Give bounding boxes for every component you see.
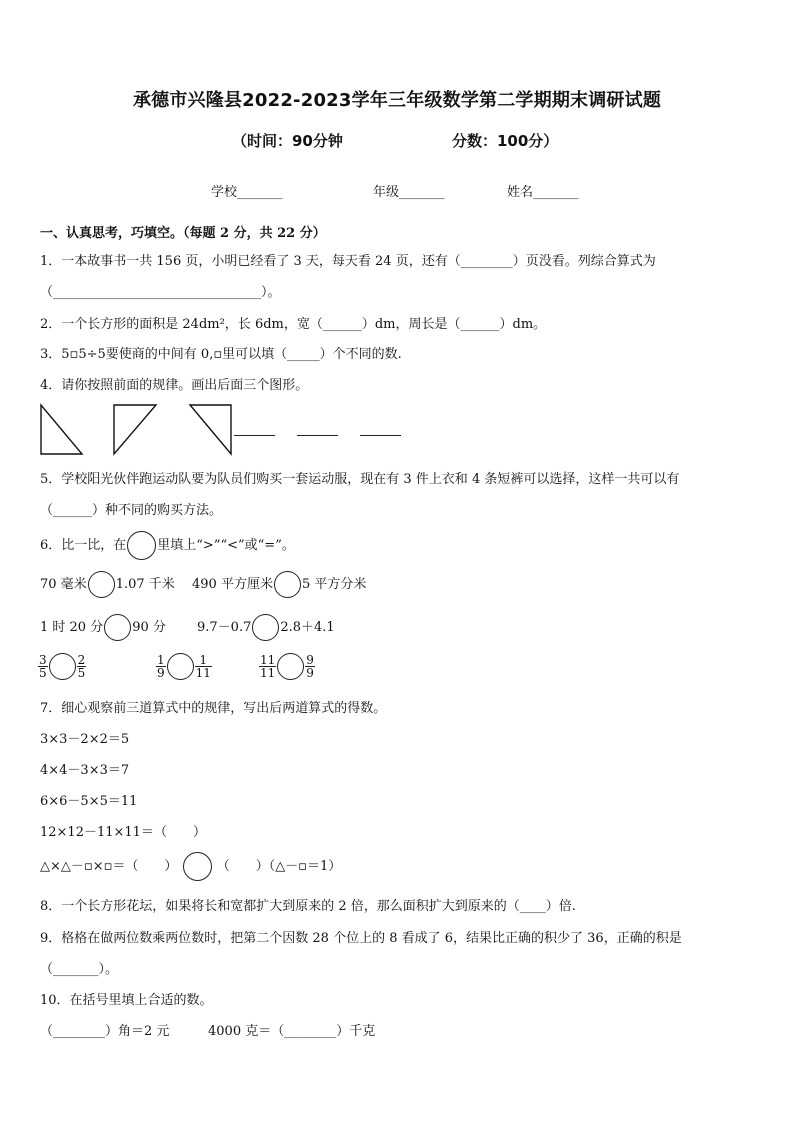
compare-item-4 bbox=[197, 614, 335, 642]
equation-3: 6×6－5×5＝11 bbox=[40, 794, 138, 809]
q6-intro-text-a: 6．比一比，在 bbox=[40, 538, 127, 553]
fraction: $\frac{1}{11}$ bbox=[195, 653, 211, 680]
question-1-line-1: 1．一本故事书一共 156 页，小明已经看了 3 天，每天看 24 页，还有（________）页没看。列综合算式为 bbox=[40, 254, 656, 269]
exam-score: 分数：100分） bbox=[452, 132, 559, 150]
question-1-line-2: （________________________________）。 bbox=[40, 285, 281, 300]
triangle-2 bbox=[114, 405, 156, 454]
compare-item-2 bbox=[192, 571, 366, 599]
compare-circle-1[interactable] bbox=[88, 571, 115, 598]
equation-5-left: △×△－▫×▫＝（ ） bbox=[40, 859, 178, 874]
compare-right: 1.07 千米 bbox=[115, 577, 175, 592]
fraction: $\frac{1}{9}$ bbox=[157, 653, 165, 680]
name-field: 姓名_______ bbox=[507, 185, 579, 200]
compare-left: 490 平方厘米 bbox=[192, 577, 273, 592]
question-9-line-2: （_______）。 bbox=[40, 962, 119, 977]
compare-circle-2[interactable] bbox=[274, 571, 301, 598]
equation-1: 3×3－2×2＝5 bbox=[40, 732, 130, 747]
fraction: $\frac{3}{5}$ bbox=[39, 653, 47, 680]
compare-right: 90 分 bbox=[132, 620, 166, 635]
section-title: 一、认真思考，巧填空。（每题 2 分，共 22 分） bbox=[40, 226, 326, 241]
question-5-line-1: 5．学校阳光伙伴跑运动队要为队员们购买一套运动服，现在有 3 件上衣和 4 条短裤可以选择，这样一共可以有 bbox=[40, 472, 680, 487]
question-7: 7．细心观察前三道算式中的规律，写出后两道算式的得数。 bbox=[40, 701, 387, 716]
compare-item-3 bbox=[40, 614, 166, 642]
compare-circle-7[interactable] bbox=[277, 653, 304, 680]
compare-item-5 bbox=[38, 653, 86, 683]
q6-intro-text-b: 里填上“>”“<”或“=”。 bbox=[157, 538, 295, 553]
answer-blank-2[interactable] bbox=[297, 435, 338, 436]
grade-field: 年级_______ bbox=[373, 185, 445, 200]
school-field: 学校_______ bbox=[211, 185, 283, 200]
question-10-a: （________）角＝2 元 bbox=[40, 1024, 170, 1039]
fraction: $\frac{11}{11}$ bbox=[260, 653, 276, 680]
page-title: 承德市兴隆县2022-2023学年三年级数学第二学期期末调研试题 bbox=[132, 90, 662, 111]
compare-item-7 bbox=[259, 653, 315, 683]
question-9-line-1: 9．格格在做两位数乘两位数时，把第二个因数 28 个位上的 8 看成了 6，结果比正确的积少了 36，正确的积是 bbox=[40, 931, 682, 946]
question-6-intro bbox=[40, 531, 295, 559]
triangle-3 bbox=[190, 405, 231, 454]
question-4: 4．请你按照前面的规律。画出后面三个图形。 bbox=[40, 378, 309, 393]
compare-left: 70 毫米 bbox=[40, 577, 87, 592]
compare-item-1 bbox=[40, 571, 175, 599]
compare-right: 5 平方分米 bbox=[301, 577, 367, 592]
compare-circle-example bbox=[127, 531, 156, 560]
question-3: 3．5▫5÷5要使商的中间有 0,▫里可以填（_____）个不同的数. bbox=[40, 347, 402, 362]
question-10-b: 4000 克＝（________）千克 bbox=[208, 1024, 376, 1039]
compare-circle-8[interactable] bbox=[183, 852, 212, 881]
equation-5-right: （ ）（△－▫＝1） bbox=[216, 859, 342, 874]
question-8: 8．一个长方形花坛，如果将长和宽都扩大到原来的 2 倍，那么面积扩大到原来的（____）倍. bbox=[40, 899, 576, 914]
compare-item-6 bbox=[156, 653, 212, 683]
equation-2: 4×4－3×3＝7 bbox=[40, 763, 130, 778]
compare-right: 2.8＋4.1 bbox=[280, 620, 335, 635]
triangle-pattern bbox=[38, 402, 238, 458]
exam-time: （时间：90分钟 bbox=[232, 132, 343, 150]
compare-circle-6[interactable] bbox=[167, 653, 194, 680]
fraction: $\frac{2}{5}$ bbox=[77, 653, 86, 680]
answer-blank-1[interactable] bbox=[234, 435, 275, 436]
compare-circle-4[interactable] bbox=[252, 614, 279, 641]
question-2: 2．一个长方形的面积是 24dm²，长 6dm，宽（______）dm，周长是（______）dm。 bbox=[40, 317, 547, 332]
question-5-line-2: （______）种不同的购买方法。 bbox=[40, 503, 223, 518]
compare-left: 9.7－0.7 bbox=[197, 620, 252, 635]
compare-circle-5[interactable] bbox=[49, 653, 76, 680]
equation-4: 12×12－11×11＝（ ） bbox=[40, 825, 206, 840]
triangle-1 bbox=[41, 405, 82, 454]
question-10: 10．在括号里填上合适的数。 bbox=[40, 993, 213, 1008]
answer-blank-3[interactable] bbox=[360, 435, 401, 436]
fraction: $\frac{9}{9}$ bbox=[306, 653, 314, 680]
compare-circle-3[interactable] bbox=[104, 614, 131, 641]
equation-5 bbox=[40, 852, 341, 880]
compare-left: 1 时 20 分 bbox=[40, 620, 104, 635]
